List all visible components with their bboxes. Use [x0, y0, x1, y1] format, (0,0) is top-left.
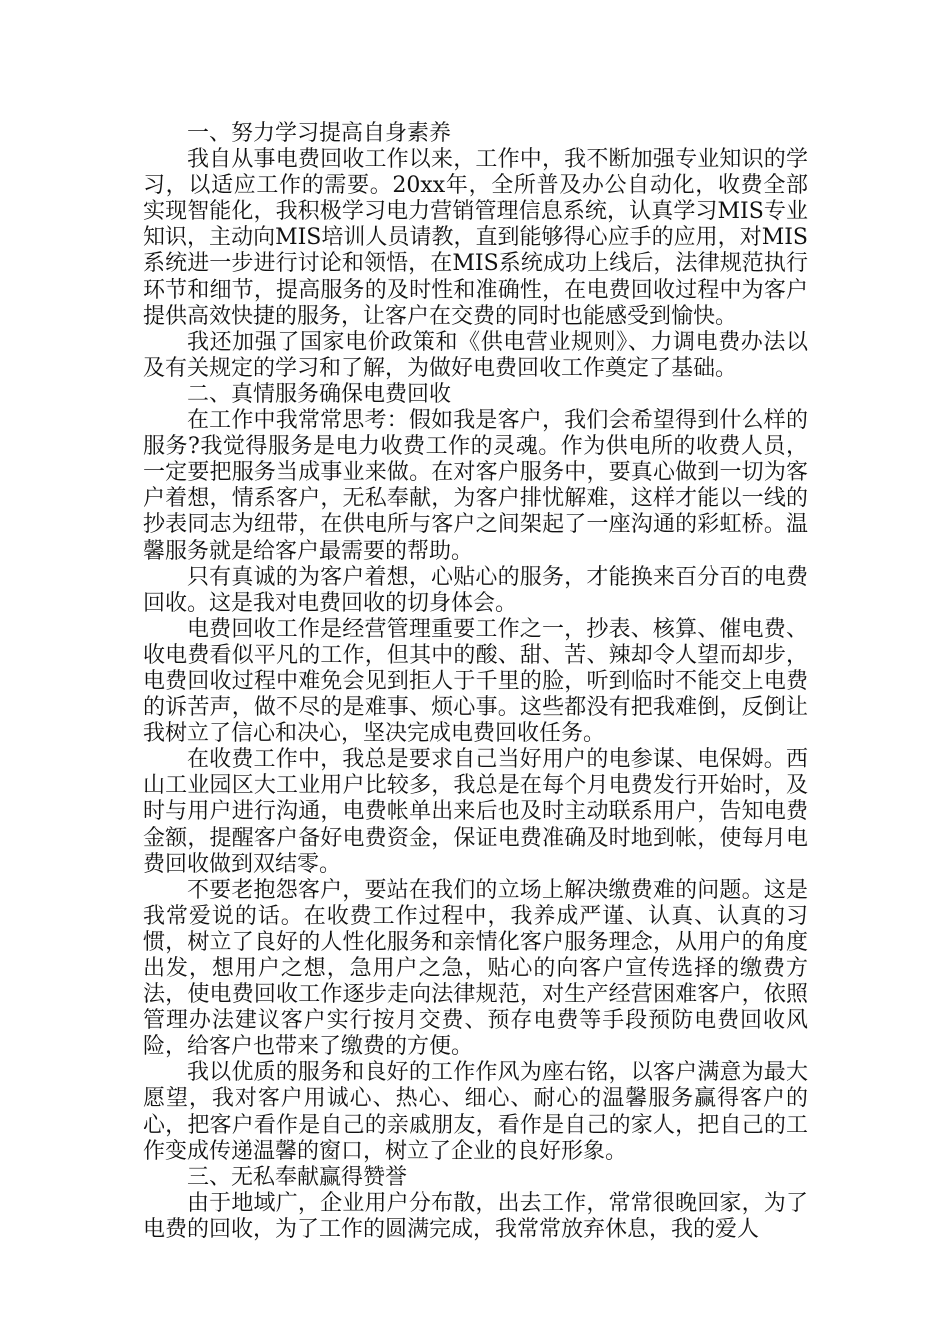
paragraph: 由于地域广，企业用户分布散，出去工作，常常很晚回家，为了电费的回收，为了工作的圆满完成，我常常放弃休息，我的爱人	[143, 1190, 808, 1242]
document-body	[143, 121, 808, 1243]
paragraph: 我以优质的服务和良好的工作作风为座右铭，以客户满意为最大愿望，我对客户用诚心、热心、细心、耐心的温馨服务赢得客户的心，把客户看作是自己的亲戚朋友，看作是自己的家人，把自己的工作变成传递温馨的窗口，树立了企业的良好形象。	[143, 1060, 808, 1164]
paragraph: 在收费工作中，我总是要求自己当好用户的电参谋、电保姆。西山工业园区大工业用户比较多，我总是在每个月电费发行开始时，及时与用户进行沟通，电费帐单出来后也及时主动联系用户，告知电费金额，提醒客户备好电费资金，保证电费准确及时地到帐，使每月电费回收做到双结零。	[143, 747, 808, 877]
section-heading-2: 二、真情服务确保电费回收	[187, 381, 452, 407]
section-heading-1: 一、努力学习提高自身素养	[187, 121, 452, 146]
paragraph: 我自从事电费回收工作以来，工作中，我不断加强专业知识的学习，以适应工作的需要。20xx年，全所普及办公自动化，收费全部实现智能化，我积极学习电力营销管理信息系统，认真学习MIS专业知识，主动向MIS培训人员请教，直到能够得心应手的应用，对MIS系统进一步进行讨论和领悟，在MIS系统成功上线后，法律规范执行环节和细节，提高服务的及时性和准确性，在电费回收过程中为客户提供高效快捷的服务，让客户在交费的同时也能感受到愉快。	[143, 147, 808, 329]
paragraph: 我还加强了国家电价政策和《供电营业规则》、力调电费办法以及有关规定的学习和了解，为做好电费回收工作奠定了基础。	[143, 329, 808, 381]
paragraph: 只有真诚的为客户着想，心贴心的服务，才能换来百分百的电费回收。这是我对电费回收的切身体会。	[143, 564, 808, 616]
paragraph: 电费回收工作是经营管理重要工作之一，抄表、核算、催电费、收电费看似平凡的工作，但其中的酸、甜、苦、辣却令人望而却步，电费回收过程中难免会见到拒人于千里的脸，听到临时不能交上电费的诉苦声，做不尽的是难事、烦心事。这些都没有把我难倒，反倒让我树立了信心和决心，坚决完成电费回收任务。	[143, 616, 808, 747]
paragraph: 在工作中我常常思考：假如我是客户，我们会希望得到什么样的服务?我觉得服务是电力收费工作的灵魂。作为供电所的收费人员，一定要把服务当成事业来做。在对客户服务中，要真心做到一切为客户着想，情系客户，无私奉献，为客户排忧解难，这样才能以一线的抄表同志为纽带，在供电所与客户之间架起了一座沟通的彩虹桥。温馨服务就是给客户最需要的帮助。	[143, 408, 808, 564]
section-heading-3: 三、无私奉献赢得赞誉	[187, 1164, 408, 1190]
paragraph: 不要老抱怨客户，要站在我们的立场上解决缴费难的问题。这是我常爱说的话。在收费工作过程中，我养成严谨、认真、认真的习惯，树立了良好的人性化服务和亲情化客户服务理念，从用户的角度出发，想用户之想，急用户之急，贴心的向客户宣传选择的缴费方法，使电费回收工作逐步走向法律规范，对生产经营困难客户，依照管理办法建议客户实行按月交费、预存电费等手段预防电费回收风险，给客户也带来了缴费的方便。	[143, 877, 808, 1060]
